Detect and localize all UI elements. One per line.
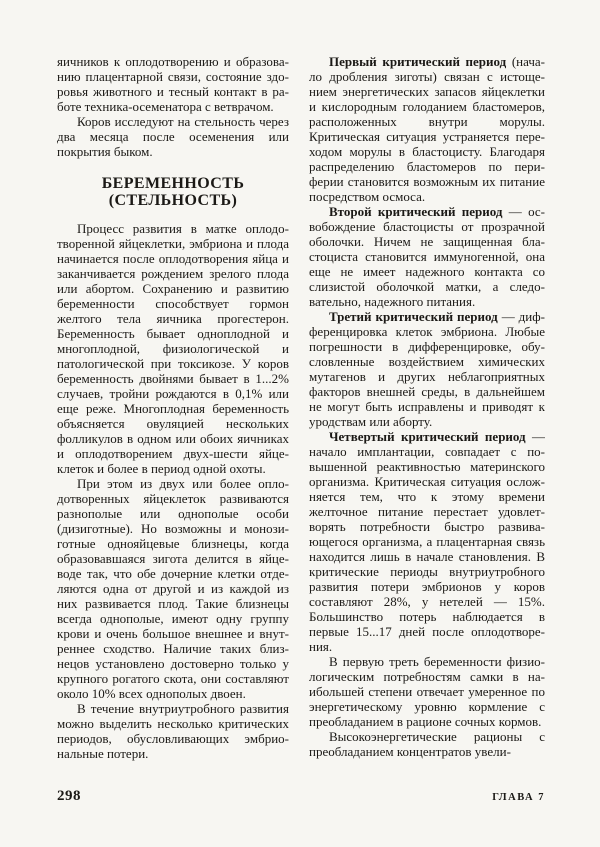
section-heading — [57, 175, 289, 209]
text-run: — дифференцировка клеток эмбриона. Любые погрешности в дифференцировке, обусловленные воздействием химических мутагенов и других неблагоприятных факторов внешней среды, в дальнейшем не могут быть исправлены и приводят к уродствам или аборту. — [309, 309, 545, 429]
paragraph — [309, 204, 545, 309]
text-run: (начало дробления зиготы) связан с истощением энергетических запасов яйцеклетки и кислородным голоданием бластомеров, расположенных внутри морулы. Критическая ситуация устраняется переходом морулы в бластоцисту. Благодаря распределению бластомеров по периферии становится возможным их питание посредством осмоса. — [309, 54, 545, 204]
text-run: В первую треть беременности физиологическим потребностям самки в наибольшей степени отвечает умеренное по энергетическому уровню кормление с преобладанием в рационе сочных кормов. — [309, 654, 545, 729]
paragraph — [309, 729, 545, 759]
text-run: яичников к оплодотворению и образованию плацентарной связи, состояние здоровья животного и тесный контакт в работе техника-осеменатора с ветврачом. — [57, 54, 289, 114]
page-footer — [57, 788, 545, 805]
paragraph — [57, 221, 289, 476]
left-column — [57, 54, 289, 786]
bold-term: Первый критический период — [329, 54, 507, 69]
paragraph — [309, 54, 545, 204]
text-run: Процесс развития в матке оплодотворенной яйцеклетки, эмбриона и плода начинается после оплодотворения яйца и заканчивается рождением зрелого плода или абортом. Сохранению и развитию беременности способствует гормон желтого тела яичника прогестерон. Беременность бывает одноплодной и многоплодной, физиологической и патологической при токсикозе. У коров беременность двойнями бывает в 1...2% случаев, тройни рождаются в 0,1% или еще реже. Многоплодная беременность объясняется овуляцией нескольких фолликулов в одном или обоих яичниках и оплодотворением двух-шести яйцеклеток и более в период одной охоты. — [57, 221, 289, 476]
heading-line-1: БЕРЕМЕННОСТЬ — [101, 175, 245, 192]
paragraph — [57, 114, 289, 159]
left-column-top-paragraphs — [57, 54, 289, 159]
text-run: При этом из двух или более оплодотворенных яйцеклеток развиваются разнополые или однополые особи (дизиготные). Но возможны и монозиготные однояйцевые близнецы, когда образовавшаяся зигота делится в яйцеводе так, что обе дочерние клетки отделяются одна от другой и из каждой из них развивается плод. Такие близнецы всегда однополые, имеют одну группу крови и очень большое внешнее и внутреннее сходство. Наличие таких близнецов установлено достоверно только у крупного рогатого скота, они составляют около 10% всех однополых двоен. — [57, 476, 289, 701]
page-number: 298 — [57, 788, 81, 804]
text-run: В течение внутриутробного развития можно выделить несколько критических периодов, обусловливающих эмбриональные потери. — [57, 701, 289, 761]
text-run: — освобождение бластоцисты от прозрачной оболочки. Ничем не защищенная бластоциста становится иммуногенной, она еще не имеет надежного контакта со слизистой оболочкой матки, а следовательно, надежного питания. — [309, 204, 545, 309]
bold-term: Третий критический период — [329, 309, 498, 324]
left-column-bottom-paragraphs — [57, 221, 289, 761]
chapter-label: ГЛАВА 7 — [492, 792, 545, 803]
bold-term: Второй критический период — [329, 204, 503, 219]
text-run: — начало имплантации, совпадает с повышенной реактивностью материнского организма. Критическая ситуация осложняется тем, что к этому времени желточное питание перестает удовлетворять потребности быстро развивающегося организма, а плацентарная связь находится лишь в начале становления. В критические периоды внутриутробного развития потери эмбрионов у коров составляют 28%, у нетелей — 15%. Большинство потерь наблюдается в первые 15...17 дней после оплодотворения. — [309, 429, 545, 654]
paragraph — [309, 654, 545, 729]
heading-line-2: (СТЕЛЬНОСТЬ) — [108, 192, 238, 209]
text-run: Коров исследуют на стельность через два месяца после осеменения или покрытия быком. — [57, 114, 289, 159]
text-columns — [57, 54, 545, 786]
paragraph — [309, 429, 545, 654]
right-column — [309, 54, 545, 786]
paragraph — [57, 701, 289, 761]
paragraph — [309, 309, 545, 429]
paragraph — [57, 476, 289, 701]
bold-term: Четвертый критический период — [329, 429, 526, 444]
text-run: Высокоэнергетические рационы с преобладанием концентратов увели- — [309, 729, 545, 759]
paragraph — [57, 54, 289, 114]
